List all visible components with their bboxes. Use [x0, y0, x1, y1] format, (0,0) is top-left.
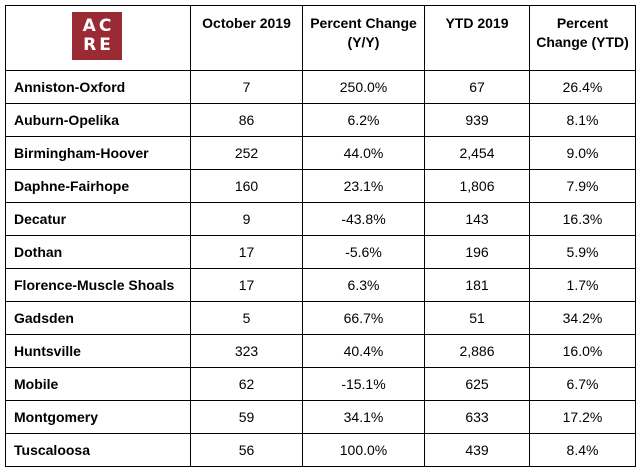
- october-value-cell: 86: [191, 104, 303, 137]
- market-name-cell: Gadsden: [6, 302, 191, 335]
- market-name-cell: Birmingham-Hoover: [6, 137, 191, 170]
- ytd-change-cell: 7.9%: [530, 170, 636, 203]
- october-value-cell: 160: [191, 170, 303, 203]
- table-body: [6, 71, 636, 467]
- market-name-cell: Montgomery: [6, 401, 191, 434]
- ytd-change-cell: 5.9%: [530, 236, 636, 269]
- header-ytd-2019: YTD 2019: [425, 6, 530, 71]
- october-value-cell: 7: [191, 71, 303, 104]
- ytd-value-cell: 143: [425, 203, 530, 236]
- yy-change-cell: 66.7%: [303, 302, 425, 335]
- ytd-value-cell: 625: [425, 368, 530, 401]
- table-row: [6, 137, 636, 170]
- table-row: [6, 401, 636, 434]
- sales-table: [5, 5, 636, 467]
- ytd-change-cell: 1.7%: [530, 269, 636, 302]
- market-name-cell: Decatur: [6, 203, 191, 236]
- ytd-value-cell: 633: [425, 401, 530, 434]
- october-value-cell: 17: [191, 236, 303, 269]
- table-row: [6, 170, 636, 203]
- yy-change-cell: 250.0%: [303, 71, 425, 104]
- ytd-value-cell: 51: [425, 302, 530, 335]
- ytd-value-cell: 2,454: [425, 137, 530, 170]
- ytd-change-cell: 16.0%: [530, 335, 636, 368]
- table-row: [6, 434, 636, 467]
- ytd-change-cell: 16.3%: [530, 203, 636, 236]
- yy-change-cell: 34.1%: [303, 401, 425, 434]
- ytd-value-cell: 2,886: [425, 335, 530, 368]
- market-name-cell: Daphne-Fairhope: [6, 170, 191, 203]
- table-row: [6, 335, 636, 368]
- october-value-cell: 323: [191, 335, 303, 368]
- ytd-value-cell: 1,806: [425, 170, 530, 203]
- table-row: [6, 269, 636, 302]
- market-name-cell: Anniston-Oxford: [6, 71, 191, 104]
- header-percent-change-ytd: Percent Change (YTD): [530, 6, 636, 71]
- october-value-cell: 17: [191, 269, 303, 302]
- october-value-cell: 56: [191, 434, 303, 467]
- market-name-cell: Mobile: [6, 368, 191, 401]
- header-row: [6, 6, 636, 71]
- yy-change-cell: 100.0%: [303, 434, 425, 467]
- market-name-cell: Auburn-Opelika: [6, 104, 191, 137]
- ytd-change-cell: 8.1%: [530, 104, 636, 137]
- yy-change-cell: 6.3%: [303, 269, 425, 302]
- ytd-change-cell: 17.2%: [530, 401, 636, 434]
- header-october-2019: October 2019: [191, 6, 303, 71]
- table-row: [6, 203, 636, 236]
- table-row: [6, 302, 636, 335]
- ytd-value-cell: 196: [425, 236, 530, 269]
- yy-change-cell: -43.8%: [303, 203, 425, 236]
- market-name-cell: Florence-Muscle Shoals: [6, 269, 191, 302]
- ytd-change-cell: 8.4%: [530, 434, 636, 467]
- ytd-change-cell: 9.0%: [530, 137, 636, 170]
- october-value-cell: 59: [191, 401, 303, 434]
- ytd-value-cell: 439: [425, 434, 530, 467]
- market-name-cell: Huntsville: [6, 335, 191, 368]
- ytd-change-cell: 34.2%: [530, 302, 636, 335]
- yy-change-cell: 6.2%: [303, 104, 425, 137]
- ytd-value-cell: 939: [425, 104, 530, 137]
- yy-change-cell: 44.0%: [303, 137, 425, 170]
- market-name-cell: Tuscaloosa: [6, 434, 191, 467]
- acre-logo: [72, 12, 122, 60]
- table-row: [6, 104, 636, 137]
- market-name-cell: Dothan: [6, 236, 191, 269]
- october-value-cell: 252: [191, 137, 303, 170]
- logo-line-1: AC: [82, 16, 115, 36]
- yy-change-cell: -15.1%: [303, 368, 425, 401]
- october-value-cell: 62: [191, 368, 303, 401]
- october-value-cell: 5: [191, 302, 303, 335]
- table-row: [6, 71, 636, 104]
- yy-change-cell: -5.6%: [303, 236, 425, 269]
- yy-change-cell: 23.1%: [303, 170, 425, 203]
- table-row: [6, 368, 636, 401]
- logo-line-2: RE: [83, 35, 114, 55]
- header-percent-change-yy: Percent Change (Y/Y): [303, 6, 425, 71]
- yy-change-cell: 40.4%: [303, 335, 425, 368]
- october-value-cell: 9: [191, 203, 303, 236]
- ytd-value-cell: 67: [425, 71, 530, 104]
- ytd-change-cell: 6.7%: [530, 368, 636, 401]
- table-row: [6, 236, 636, 269]
- logo-cell: [6, 6, 191, 71]
- ytd-change-cell: 26.4%: [530, 71, 636, 104]
- ytd-value-cell: 181: [425, 269, 530, 302]
